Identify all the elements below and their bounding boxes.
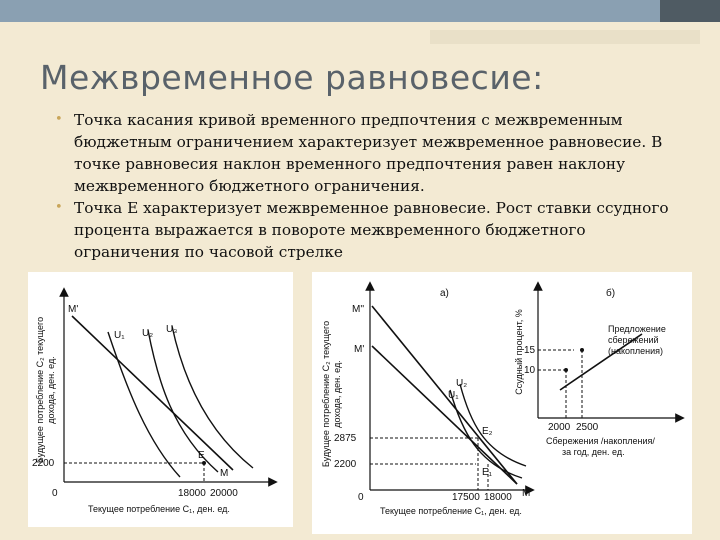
a-m-prime-label: M': [354, 344, 365, 355]
x-tick-18000: 18000: [178, 488, 206, 499]
figure-left-panel: [28, 272, 293, 527]
a-u1-label: U₁: [448, 390, 459, 401]
a-origin-label: 0: [358, 492, 364, 503]
u2-label: U₂: [142, 328, 154, 339]
y-axis-label-line1: Будущее потребление С₂ текущего: [35, 316, 45, 464]
b-x-tick-2000: 2000: [548, 422, 571, 433]
b-point-10: [564, 368, 568, 372]
a-x-tick-18000: 18000: [484, 492, 512, 503]
b-y-tick-10: 10: [524, 365, 536, 376]
origin-label: 0: [52, 488, 58, 499]
bullet-item: • Точка E характеризует межвременное равновесие. Рост ставки ссудного процента выражается в повороте межвременного бюджетного ограничения по часовой стрелке: [55, 199, 669, 261]
a-y-axis-label-line1: Будущее потребление С₂ текущего: [321, 320, 331, 468]
a-y-tick-2200: 2200: [334, 459, 357, 470]
e1-label: E₁: [482, 467, 493, 478]
b-point-15: [580, 348, 584, 352]
top-bar-dark-block: [660, 0, 720, 22]
a-budget-line-flat: [372, 346, 517, 484]
figure-left-graph: [28, 272, 293, 527]
bullet-list: [52, 109, 692, 263]
a-x-tick-17500: 17500: [452, 492, 480, 503]
y-axis-label-line2: дохода, ден. ед.: [46, 356, 56, 424]
panel-b-label: б): [606, 288, 616, 299]
b-x-axis-label-line1: Сбережения /накопления/: [546, 436, 655, 446]
indifference-curve-u2: [148, 330, 218, 472]
figure-right-panel: [312, 272, 692, 534]
slide-title: Межвременное равновесие:: [40, 58, 544, 97]
bullet-icon: •: [55, 112, 63, 127]
figure-right-graph: [312, 272, 692, 534]
a-m-label: M: [522, 488, 531, 499]
indifference-curve-u3: [172, 326, 253, 468]
x-axis-label: Текущее потребление С₁, ден. ед.: [88, 504, 230, 514]
u1-label: U₁: [114, 330, 125, 341]
equilibrium-point-e: [202, 461, 206, 465]
a-budget-line-steep: [372, 306, 517, 484]
supply-label-line2: сбережений: [608, 335, 659, 345]
top-bar-light-strip: [430, 30, 700, 44]
top-bar: [0, 0, 720, 22]
m-label: M: [220, 468, 229, 479]
bullet-item: • Точка касания кривой временного предпочтения с межвременным бюджетным ограничением характеризует межвременное равновесие. В точке равновесия наклон временного предпочтения равен наклону межвременного бюджетного ограничения.: [55, 111, 663, 195]
a-y-axis-label-line2: дохода, ден. ед.: [332, 360, 342, 428]
b-y-tick-15: 15: [524, 345, 536, 356]
budget-line: [72, 316, 233, 470]
a-x-axis-label: Текущее потребление С₁, ден. ед.: [380, 506, 522, 516]
a-u2-label: U₂: [456, 378, 468, 389]
b-x-tick-2500: 2500: [576, 422, 599, 433]
e-label: E: [198, 450, 205, 461]
a-y-tick-2875: 2875: [334, 433, 357, 444]
m-prime-label: M': [68, 304, 79, 315]
y-tick-2200: 2200: [32, 458, 55, 469]
e2-label: E₂: [482, 426, 493, 437]
b-y-axis-label: Ссудный процент, %: [514, 309, 524, 395]
m-double-prime-label: M'': [352, 304, 365, 315]
u3-label: U₃: [166, 324, 178, 335]
supply-label-line1: Предложение: [608, 324, 666, 334]
x-tick-20000: 20000: [210, 488, 238, 499]
supply-label-line3: (накопления): [608, 346, 664, 356]
panel-a-label: a): [440, 288, 449, 299]
b-x-axis-label-line2: за год, ден. ед.: [562, 447, 625, 457]
bullet-icon: •: [55, 200, 63, 215]
